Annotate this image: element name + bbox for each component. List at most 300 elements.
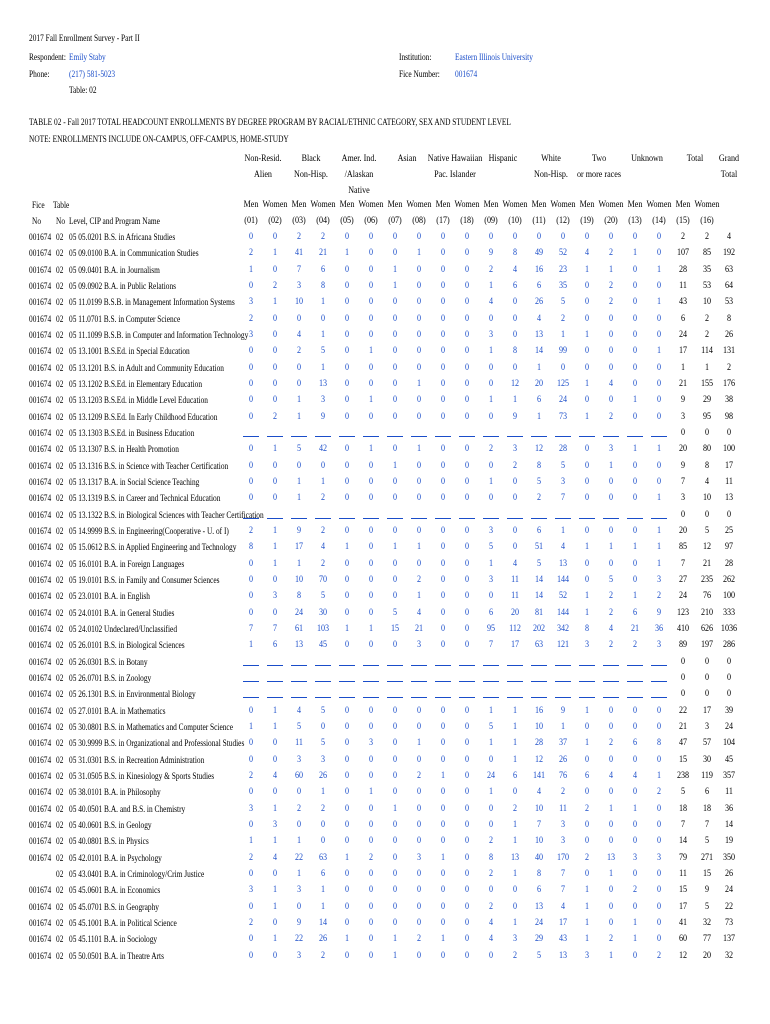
empty-cell-line[interactable] (363, 436, 379, 437)
cell-value[interactable]: 1 (584, 918, 590, 928)
cell-value[interactable]: 0 (440, 820, 446, 830)
cell-value[interactable]: 0 (344, 820, 350, 830)
cell-value[interactable]: 52 (558, 591, 568, 601)
cell-value[interactable]: 21 (414, 624, 424, 634)
cell-value[interactable]: 1 (512, 706, 518, 716)
empty-cell-line[interactable] (603, 518, 619, 519)
empty-cell-line[interactable] (315, 681, 331, 682)
cell-value[interactable]: 0 (608, 836, 614, 846)
cell-value[interactable]: 1 (632, 591, 638, 601)
cell-value[interactable]: 4 (560, 902, 566, 912)
cell-value[interactable]: 1 (368, 395, 374, 405)
cell-value[interactable]: 0 (440, 918, 446, 928)
empty-cell-line[interactable] (459, 436, 475, 437)
cell-value[interactable]: 1 (608, 461, 614, 471)
cell-value[interactable]: 8 (488, 853, 494, 863)
cell-value[interactable]: 1 (272, 836, 278, 846)
cell-value[interactable]: 0 (464, 265, 470, 275)
cell-value[interactable]: 0 (464, 804, 470, 814)
empty-cell-line[interactable] (267, 665, 283, 666)
cell-value[interactable]: 0 (584, 836, 590, 846)
cell-value[interactable]: 1 (272, 297, 278, 307)
cell-value[interactable]: 24 (534, 918, 544, 928)
cell-value[interactable]: 0 (248, 363, 254, 373)
cell-value[interactable]: 0 (632, 330, 638, 340)
cell-value[interactable]: 1 (272, 526, 278, 536)
cell-value[interactable]: 13 (558, 951, 568, 961)
empty-cell-line[interactable] (363, 518, 379, 519)
cell-value[interactable]: 0 (512, 232, 518, 242)
cell-value[interactable]: 0 (440, 804, 446, 814)
cell-value[interactable]: 15 (390, 624, 400, 634)
cell-value[interactable]: 0 (248, 493, 254, 503)
cell-value[interactable]: 0 (344, 559, 350, 569)
cell-value[interactable]: 0 (632, 902, 638, 912)
cell-value[interactable]: 3 (560, 836, 566, 846)
cell-value[interactable]: 0 (272, 787, 278, 797)
respondent-name[interactable]: Emily Staby (69, 52, 106, 62)
cell-value[interactable]: 2 (608, 412, 614, 422)
cell-value[interactable]: 0 (632, 281, 638, 291)
cell-value[interactable]: 0 (392, 918, 398, 928)
cell-value[interactable]: 1 (656, 493, 662, 503)
cell-value[interactable]: 1 (416, 379, 422, 389)
cell-value[interactable]: 6 (536, 885, 542, 895)
cell-value[interactable]: 0 (656, 395, 662, 405)
cell-value[interactable]: 0 (608, 559, 614, 569)
cell-value[interactable]: 0 (632, 706, 638, 716)
cell-value[interactable]: 1 (320, 787, 326, 797)
cell-value[interactable]: 0 (656, 412, 662, 422)
cell-value[interactable]: 20 (534, 379, 544, 389)
cell-value[interactable]: 0 (632, 232, 638, 242)
cell-value[interactable]: 0 (248, 755, 254, 765)
empty-cell-line[interactable] (363, 665, 379, 666)
empty-cell-line[interactable] (387, 665, 403, 666)
cell-value[interactable]: 3 (320, 755, 326, 765)
empty-cell-line[interactable] (315, 665, 331, 666)
cell-value[interactable]: 2 (416, 575, 422, 585)
empty-cell-line[interactable] (555, 436, 571, 437)
cell-value[interactable]: 1 (344, 853, 350, 863)
cell-value[interactable]: 0 (344, 902, 350, 912)
cell-value[interactable]: 0 (632, 297, 638, 307)
cell-value[interactable]: 0 (608, 395, 614, 405)
cell-value[interactable]: 0 (656, 706, 662, 716)
cell-value[interactable]: 8 (536, 869, 542, 879)
empty-cell-line[interactable] (387, 436, 403, 437)
cell-value[interactable]: 0 (392, 297, 398, 307)
empty-cell-line[interactable] (387, 681, 403, 682)
cell-value[interactable]: 1 (560, 330, 566, 340)
cell-value[interactable]: 0 (368, 542, 374, 552)
cell-value[interactable]: 6 (536, 526, 542, 536)
cell-value[interactable]: 1 (608, 804, 614, 814)
cell-value[interactable]: 1 (512, 820, 518, 830)
empty-cell-line[interactable] (603, 436, 619, 437)
empty-cell-line[interactable] (531, 681, 547, 682)
cell-value[interactable]: 0 (512, 330, 518, 340)
cell-value[interactable]: 0 (584, 281, 590, 291)
cell-value[interactable]: 0 (464, 477, 470, 487)
cell-value[interactable]: 0 (416, 755, 422, 765)
cell-value[interactable]: 7 (296, 265, 302, 275)
cell-value[interactable]: 6 (320, 265, 326, 275)
empty-cell-line[interactable] (267, 436, 283, 437)
cell-value[interactable]: 1 (368, 444, 374, 454)
cell-value[interactable]: 1 (512, 395, 518, 405)
cell-value[interactable]: 0 (488, 232, 494, 242)
cell-value[interactable]: 0 (440, 379, 446, 389)
cell-value[interactable]: 103 (316, 624, 330, 634)
cell-value[interactable]: 1 (248, 640, 254, 650)
empty-cell-line[interactable] (627, 518, 643, 519)
cell-value[interactable]: 0 (632, 869, 638, 879)
cell-value[interactable]: 1 (488, 281, 494, 291)
cell-value[interactable]: 0 (464, 248, 470, 258)
cell-value[interactable]: 2 (320, 232, 326, 242)
cell-value[interactable]: 1 (272, 559, 278, 569)
empty-cell-line[interactable] (291, 681, 307, 682)
cell-value[interactable]: 0 (368, 918, 374, 928)
cell-value[interactable]: 2 (656, 787, 662, 797)
cell-value[interactable]: 1 (440, 934, 446, 944)
cell-value[interactable]: 3 (656, 575, 662, 585)
cell-value[interactable]: 0 (512, 493, 518, 503)
cell-value[interactable]: 0 (608, 363, 614, 373)
cell-value[interactable]: 0 (656, 722, 662, 732)
cell-value[interactable]: 6 (512, 771, 518, 781)
cell-value[interactable]: 0 (608, 918, 614, 928)
cell-value[interactable]: 0 (464, 755, 470, 765)
cell-value[interactable]: 0 (440, 281, 446, 291)
cell-value[interactable]: 0 (296, 379, 302, 389)
cell-value[interactable]: 0 (368, 934, 374, 944)
cell-value[interactable]: 8 (584, 624, 590, 634)
cell-value[interactable]: 2 (248, 248, 254, 258)
cell-value[interactable]: 1 (416, 444, 422, 454)
cell-value[interactable]: 1 (416, 542, 422, 552)
empty-cell-line[interactable] (291, 436, 307, 437)
cell-value[interactable]: 0 (464, 314, 470, 324)
cell-value[interactable]: 2 (272, 281, 278, 291)
empty-cell-line[interactable] (339, 436, 355, 437)
empty-cell-line[interactable] (579, 665, 595, 666)
cell-value[interactable]: 1 (656, 297, 662, 307)
cell-value[interactable]: 0 (584, 559, 590, 569)
cell-value[interactable]: 1 (632, 542, 638, 552)
cell-value[interactable]: 70 (318, 575, 328, 585)
cell-value[interactable]: 0 (632, 461, 638, 471)
empty-cell-line[interactable] (267, 681, 283, 682)
cell-value[interactable]: 9 (296, 526, 302, 536)
cell-value[interactable]: 3 (296, 281, 302, 291)
cell-value[interactable]: 5 (536, 951, 542, 961)
cell-value[interactable]: 1 (632, 804, 638, 814)
empty-cell-line[interactable] (387, 697, 403, 698)
cell-value[interactable]: 0 (464, 951, 470, 961)
empty-cell-line[interactable] (315, 697, 331, 698)
empty-cell-line[interactable] (531, 518, 547, 519)
cell-value[interactable]: 1 (584, 591, 590, 601)
cell-value[interactable]: 2 (320, 493, 326, 503)
cell-value[interactable]: 0 (368, 314, 374, 324)
cell-value[interactable]: 0 (656, 934, 662, 944)
cell-value[interactable]: 0 (344, 526, 350, 536)
institution-name[interactable]: Eastern Illinois University (455, 52, 533, 62)
empty-cell-line[interactable] (483, 436, 499, 437)
cell-value[interactable]: 1 (368, 346, 374, 356)
cell-value[interactable]: 0 (416, 265, 422, 275)
cell-value[interactable]: 0 (368, 771, 374, 781)
cell-value[interactable]: 0 (440, 346, 446, 356)
cell-value[interactable]: 1 (584, 265, 590, 275)
cell-value[interactable]: 3 (632, 853, 638, 863)
cell-value[interactable]: 0 (248, 934, 254, 944)
cell-value[interactable]: 0 (272, 461, 278, 471)
cell-value[interactable]: 6 (536, 281, 542, 291)
cell-value[interactable]: 3 (296, 951, 302, 961)
empty-cell-line[interactable] (507, 681, 523, 682)
cell-value[interactable]: 0 (296, 820, 302, 830)
cell-value[interactable]: 2 (608, 934, 614, 944)
cell-value[interactable]: 24 (558, 395, 568, 405)
cell-value[interactable]: 0 (272, 477, 278, 487)
cell-value[interactable]: 0 (272, 314, 278, 324)
cell-value[interactable]: 7 (560, 885, 566, 895)
cell-value[interactable]: 0 (368, 281, 374, 291)
empty-cell-line[interactable] (243, 665, 259, 666)
cell-value[interactable]: 1 (320, 885, 326, 895)
cell-value[interactable]: 26 (558, 755, 568, 765)
cell-value[interactable]: 1 (632, 918, 638, 928)
cell-value[interactable]: 0 (248, 706, 254, 716)
cell-value[interactable]: 13 (534, 902, 544, 912)
cell-value[interactable]: 0 (656, 379, 662, 389)
cell-value[interactable]: 2 (488, 836, 494, 846)
cell-value[interactable]: 0 (392, 330, 398, 340)
cell-value[interactable]: 0 (584, 314, 590, 324)
cell-value[interactable]: 0 (368, 412, 374, 422)
cell-value[interactable]: 1 (392, 265, 398, 275)
cell-value[interactable]: 0 (440, 591, 446, 601)
cell-value[interactable]: 1 (608, 542, 614, 552)
cell-value[interactable]: 2 (488, 902, 494, 912)
cell-value[interactable]: 2 (248, 314, 254, 324)
cell-value[interactable]: 0 (656, 330, 662, 340)
cell-value[interactable]: 3 (248, 297, 254, 307)
cell-value[interactable]: 6 (320, 869, 326, 879)
cell-value[interactable]: 28 (558, 444, 568, 454)
empty-cell-line[interactable] (291, 518, 307, 519)
cell-value[interactable]: 1 (512, 722, 518, 732)
cell-value[interactable]: 0 (584, 575, 590, 585)
empty-cell-line[interactable] (603, 697, 619, 698)
cell-value[interactable]: 0 (440, 706, 446, 716)
cell-value[interactable]: 2 (608, 297, 614, 307)
cell-value[interactable]: 0 (464, 820, 470, 830)
cell-value[interactable]: 8 (248, 542, 254, 552)
cell-value[interactable]: 60 (294, 771, 304, 781)
cell-value[interactable]: 0 (488, 755, 494, 765)
cell-value[interactable]: 0 (248, 412, 254, 422)
cell-value[interactable]: 0 (392, 444, 398, 454)
cell-value[interactable]: 1 (296, 493, 302, 503)
cell-value[interactable]: 0 (440, 559, 446, 569)
empty-cell-line[interactable] (291, 665, 307, 666)
cell-value[interactable]: 63 (534, 640, 544, 650)
cell-value[interactable]: 0 (560, 363, 566, 373)
cell-value[interactable]: 24 (486, 771, 496, 781)
cell-value[interactable]: 112 (509, 624, 521, 634)
cell-value[interactable]: 0 (416, 493, 422, 503)
cell-value[interactable]: 0 (392, 869, 398, 879)
cell-value[interactable]: 0 (488, 412, 494, 422)
cell-value[interactable]: 0 (608, 314, 614, 324)
cell-value[interactable]: 0 (440, 608, 446, 618)
cell-value[interactable]: 0 (392, 412, 398, 422)
cell-value[interactable]: 1 (272, 804, 278, 814)
empty-cell-line[interactable] (651, 518, 667, 519)
empty-cell-line[interactable] (507, 436, 523, 437)
cell-value[interactable]: 0 (632, 559, 638, 569)
cell-value[interactable]: 5 (392, 608, 398, 618)
cell-value[interactable]: 0 (512, 902, 518, 912)
cell-value[interactable]: 0 (368, 477, 374, 487)
cell-value[interactable]: 0 (512, 542, 518, 552)
cell-value[interactable]: 0 (248, 346, 254, 356)
cell-value[interactable]: 1 (512, 869, 518, 879)
cell-value[interactable]: 0 (440, 542, 446, 552)
cell-value[interactable]: 0 (440, 902, 446, 912)
cell-value[interactable]: 0 (608, 787, 614, 797)
cell-value[interactable]: 10 (534, 804, 544, 814)
cell-value[interactable]: 0 (392, 363, 398, 373)
cell-value[interactable]: 3 (560, 477, 566, 487)
cell-value[interactable]: 8 (320, 281, 326, 291)
cell-value[interactable]: 0 (560, 232, 566, 242)
cell-value[interactable]: 11 (511, 575, 519, 585)
cell-value[interactable]: 0 (440, 461, 446, 471)
cell-value[interactable]: 0 (464, 869, 470, 879)
cell-value[interactable]: 1 (272, 885, 278, 895)
empty-cell-line[interactable] (315, 436, 331, 437)
cell-value[interactable]: 0 (272, 493, 278, 503)
cell-value[interactable]: 0 (248, 608, 254, 618)
cell-value[interactable]: 13 (558, 559, 568, 569)
cell-value[interactable]: 0 (656, 836, 662, 846)
cell-value[interactable]: 0 (464, 493, 470, 503)
cell-value[interactable]: 1 (608, 265, 614, 275)
cell-value[interactable]: 0 (488, 493, 494, 503)
cell-value[interactable]: 0 (344, 395, 350, 405)
cell-value[interactable]: 0 (464, 379, 470, 389)
empty-cell-line[interactable] (435, 518, 451, 519)
empty-cell-line[interactable] (435, 436, 451, 437)
cell-value[interactable]: 1 (584, 738, 590, 748)
cell-value[interactable]: 0 (368, 902, 374, 912)
cell-value[interactable]: 5 (536, 477, 542, 487)
cell-value[interactable]: 0 (392, 526, 398, 536)
cell-value[interactable]: 0 (608, 722, 614, 732)
cell-value[interactable]: 0 (368, 608, 374, 618)
empty-cell-line[interactable] (411, 665, 427, 666)
cell-value[interactable]: 0 (464, 412, 470, 422)
cell-value[interactable]: 0 (344, 591, 350, 601)
cell-value[interactable]: 0 (416, 902, 422, 912)
cell-value[interactable]: 0 (464, 640, 470, 650)
cell-value[interactable]: 0 (632, 346, 638, 356)
cell-value[interactable]: 2 (608, 281, 614, 291)
cell-value[interactable]: 0 (464, 444, 470, 454)
cell-value[interactable]: 1 (584, 379, 590, 389)
empty-cell-line[interactable] (435, 665, 451, 666)
cell-value[interactable]: 0 (392, 787, 398, 797)
cell-value[interactable]: 2 (512, 951, 518, 961)
empty-cell-line[interactable] (363, 697, 379, 698)
cell-value[interactable]: 0 (344, 493, 350, 503)
cell-value[interactable]: 1 (512, 738, 518, 748)
cell-value[interactable]: 0 (632, 493, 638, 503)
cell-value[interactable]: 1 (584, 885, 590, 895)
cell-value[interactable]: 0 (416, 281, 422, 291)
cell-value[interactable]: 1 (320, 477, 326, 487)
cell-value[interactable]: 1 (656, 526, 662, 536)
cell-value[interactable]: 0 (392, 836, 398, 846)
cell-value[interactable]: 0 (248, 820, 254, 830)
cell-value[interactable]: 1 (584, 934, 590, 944)
cell-value[interactable]: 2 (296, 232, 302, 242)
cell-value[interactable]: 3 (608, 444, 614, 454)
cell-value[interactable]: 2 (248, 918, 254, 928)
cell-value[interactable]: 0 (344, 461, 350, 471)
cell-value[interactable]: 170 (556, 853, 570, 863)
cell-value[interactable]: 4 (272, 853, 278, 863)
cell-value[interactable]: 73 (558, 412, 568, 422)
cell-value[interactable]: 0 (632, 314, 638, 324)
cell-value[interactable]: 0 (368, 379, 374, 389)
cell-value[interactable]: 0 (464, 297, 470, 307)
cell-value[interactable]: 14 (534, 575, 544, 585)
cell-value[interactable]: 1 (392, 804, 398, 814)
cell-value[interactable]: 144 (556, 608, 570, 618)
cell-value[interactable]: 4 (512, 265, 518, 275)
cell-value[interactable]: 0 (488, 461, 494, 471)
cell-value[interactable]: 95 (486, 624, 496, 634)
cell-value[interactable]: 0 (440, 869, 446, 879)
empty-cell-line[interactable] (243, 518, 259, 519)
cell-value[interactable]: 0 (512, 526, 518, 536)
cell-value[interactable]: 0 (440, 738, 446, 748)
cell-value[interactable]: 6 (584, 771, 590, 781)
cell-value[interactable]: 0 (608, 493, 614, 503)
empty-cell-line[interactable] (267, 697, 283, 698)
cell-value[interactable]: 0 (464, 542, 470, 552)
cell-value[interactable]: 0 (416, 297, 422, 307)
cell-value[interactable]: 1 (632, 934, 638, 944)
cell-value[interactable]: 4 (632, 771, 638, 781)
cell-value[interactable]: 40 (534, 853, 544, 863)
cell-value[interactable]: 0 (584, 869, 590, 879)
cell-value[interactable]: 1 (632, 248, 638, 258)
cell-value[interactable]: 26 (318, 934, 328, 944)
cell-value[interactable]: 0 (440, 575, 446, 585)
cell-value[interactable]: 11 (559, 804, 567, 814)
cell-value[interactable]: 0 (368, 820, 374, 830)
cell-value[interactable]: 1 (416, 248, 422, 258)
cell-value[interactable]: 0 (464, 232, 470, 242)
cell-value[interactable]: 3 (488, 526, 494, 536)
